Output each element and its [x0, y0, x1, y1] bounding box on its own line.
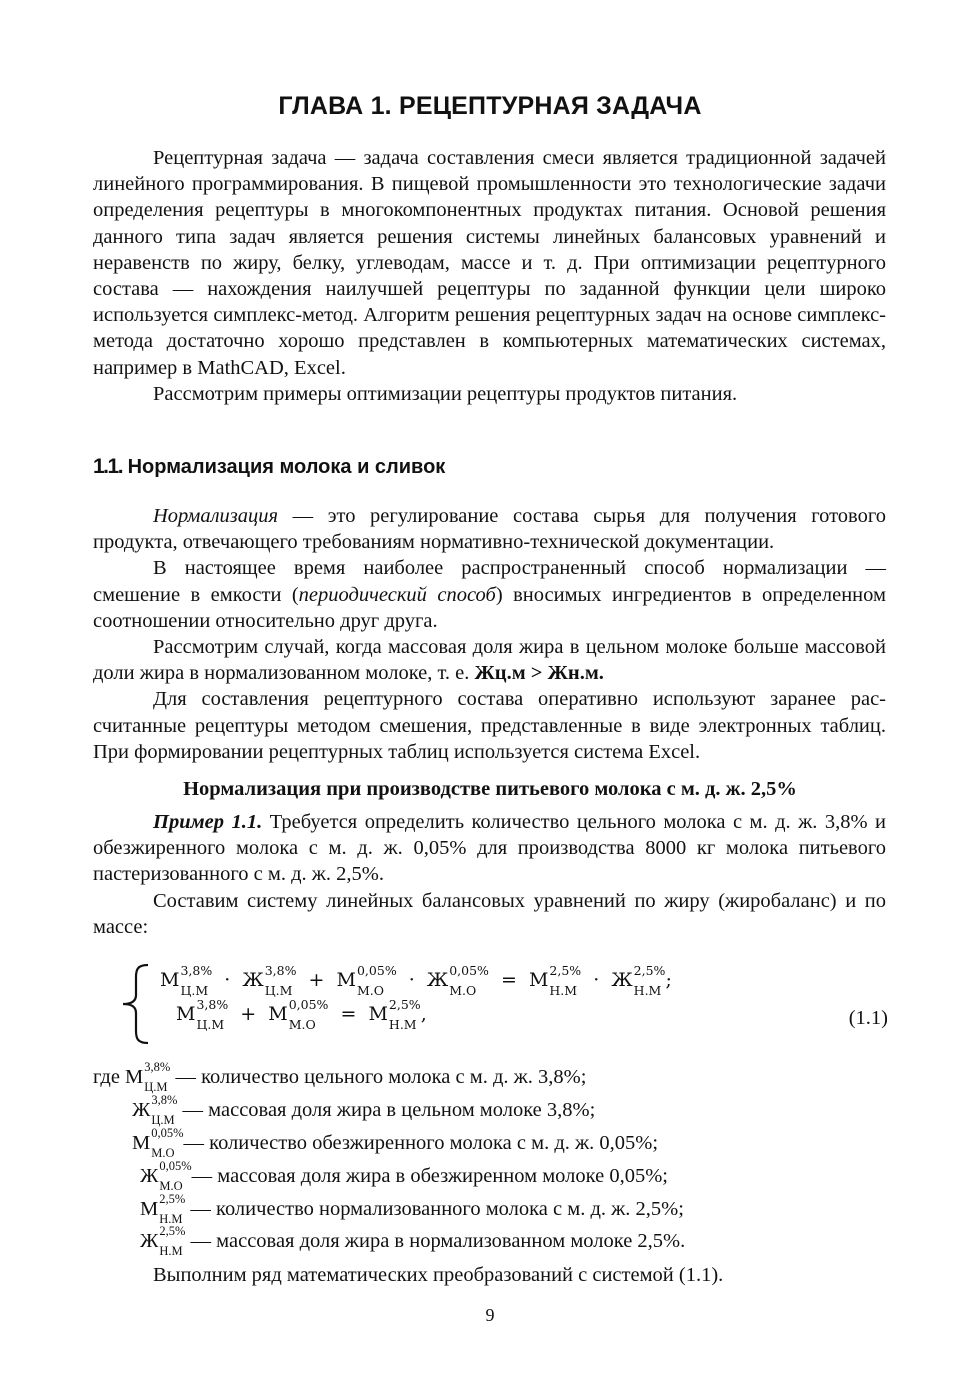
page-number: 9 — [485, 1305, 495, 1325]
closing-block — [93, 1262, 886, 1288]
closing-paragraph: Выполним ряд математических преобразований с системой (1.1). — [153, 1264, 724, 1286]
legend-item: Ж 3,8% Ц.М — массовая доля жира в цельном молоке 3,8%; — [132, 1093, 596, 1128]
method-term: периодический способ — [298, 583, 496, 606]
intro-text — [93, 145, 886, 407]
case-text: Рассмотрим случай, когда массовая доля жира в цельном молоке больше массовой доли жира в нормализованном молоке, т. е. — [93, 636, 886, 685]
chapter-title: ГЛАВА 1. РЕЦЕПТУРНАЯ ЗАДАЧА — [278, 92, 702, 120]
definition-paragraph — [93, 503, 886, 555]
tables-paragraph: Для составления рецептурного состава оперативно используют заранее рассчитанные рецептуры методом смешения, представленные в виде электронных таблиц. При формировании рецептурных таблиц используется система Excel. — [93, 688, 886, 763]
definition-text: — это регулирование состава сырья для получения готового продукта, отвечающего требованиям нормативно-технической документации. — [93, 505, 886, 554]
example-text: Требуется определить количество цельного молока с м. д. ж. 3,8% и обезжиренного молока с м. д. ж. 0,05% для производства 8000 кг молока питьевого пастеризованного с м. д. ж. 2,5%. — [93, 811, 887, 886]
section-number: 1.1. — [93, 455, 123, 478]
intro-paragraph-1: Рецептурная задача — задача составления смеси является традиционной задачей линейного программирования. В пищевой промышленности это технологические задачи определения рецептуры в многокомпонентных продуктах питания. Основой решения данного типа задач является решения системы линейных балансовых уравнений и неравенств по жиру, белку, углеводам, массе и т. д. При оптимизации рецептурного состава — нахождения наилучшей рецептуры по заданной функции цели широко используется симплекс-метод. Алгоритм решения рецептурных задач на основе симплекс-метода достаточно хорошо представлен в компьютерных математических системах, например в MathCAD, Excel. — [93, 147, 886, 379]
legend-item: M 0,05% М.О — количество обезжиренного молока с м. д. ж. 0,05%; — [132, 1126, 659, 1161]
section-title: Нормализация молока и сливок — [127, 456, 446, 478]
method-paragraph — [93, 555, 886, 634]
example-paragraph — [93, 809, 886, 888]
mass-balance-equation: M 3,8% Ц.М + M 0,05% М.О = M 2,5% Н.М , — [176, 997, 427, 1032]
method-text-start: В настоящее время наиболее распространенный способ нормализации — смешение в емкости ( — [93, 557, 886, 606]
fat-balance-equation: M 3,8% Ц.М · Ж 3,8% Ц.М + M 0,05% М.О · Ж 0,05% М.О = M 2,5% Н.М · Ж 2,5% Н.М ; — [160, 963, 672, 998]
subheading: Нормализация при производстве питьевого молока с м. д. ж. 2,5% — [183, 778, 797, 800]
section-body — [93, 503, 886, 765]
case-condition: Жц.м > Жн.м. — [474, 662, 604, 685]
intro-paragraph-2: Рассмотрим примеры оптимизации рецептуры продуктов питания. — [153, 382, 738, 405]
equation-number: (1.1) — [848, 1007, 888, 1029]
legend-item: M 2,5% Н.М — количество нормализованного молока с м. д. ж. 2,5%; — [140, 1192, 684, 1227]
legend-item: где M 3,8% Ц.М — количество цельного молока с м. д. ж. 3,8%; — [93, 1060, 587, 1095]
method-text-end: ) вносимых ингредиентов в определенном соотношении относительно друг друга. — [93, 583, 886, 632]
section-heading — [93, 455, 445, 479]
example-block — [93, 809, 886, 940]
definition-term: Нормализация — [153, 505, 279, 527]
legend-item: Ж 0,05% М.О — массовая доля жира в обезжиренном молоке 0,05%; — [140, 1159, 668, 1194]
case-paragraph — [93, 634, 886, 686]
left-brace-icon — [118, 963, 154, 1045]
example-label: Пример 1.1. — [153, 811, 263, 833]
system-intro-paragraph: Составим систему линейных балансовых уравнений по жиру (жиробаланс) и по массе: — [93, 889, 886, 938]
equation-system — [118, 963, 888, 1045]
legend-item: Ж 2,5% Н.М — массовая доля жира в нормализованном молоке 2,5%. — [140, 1224, 686, 1259]
